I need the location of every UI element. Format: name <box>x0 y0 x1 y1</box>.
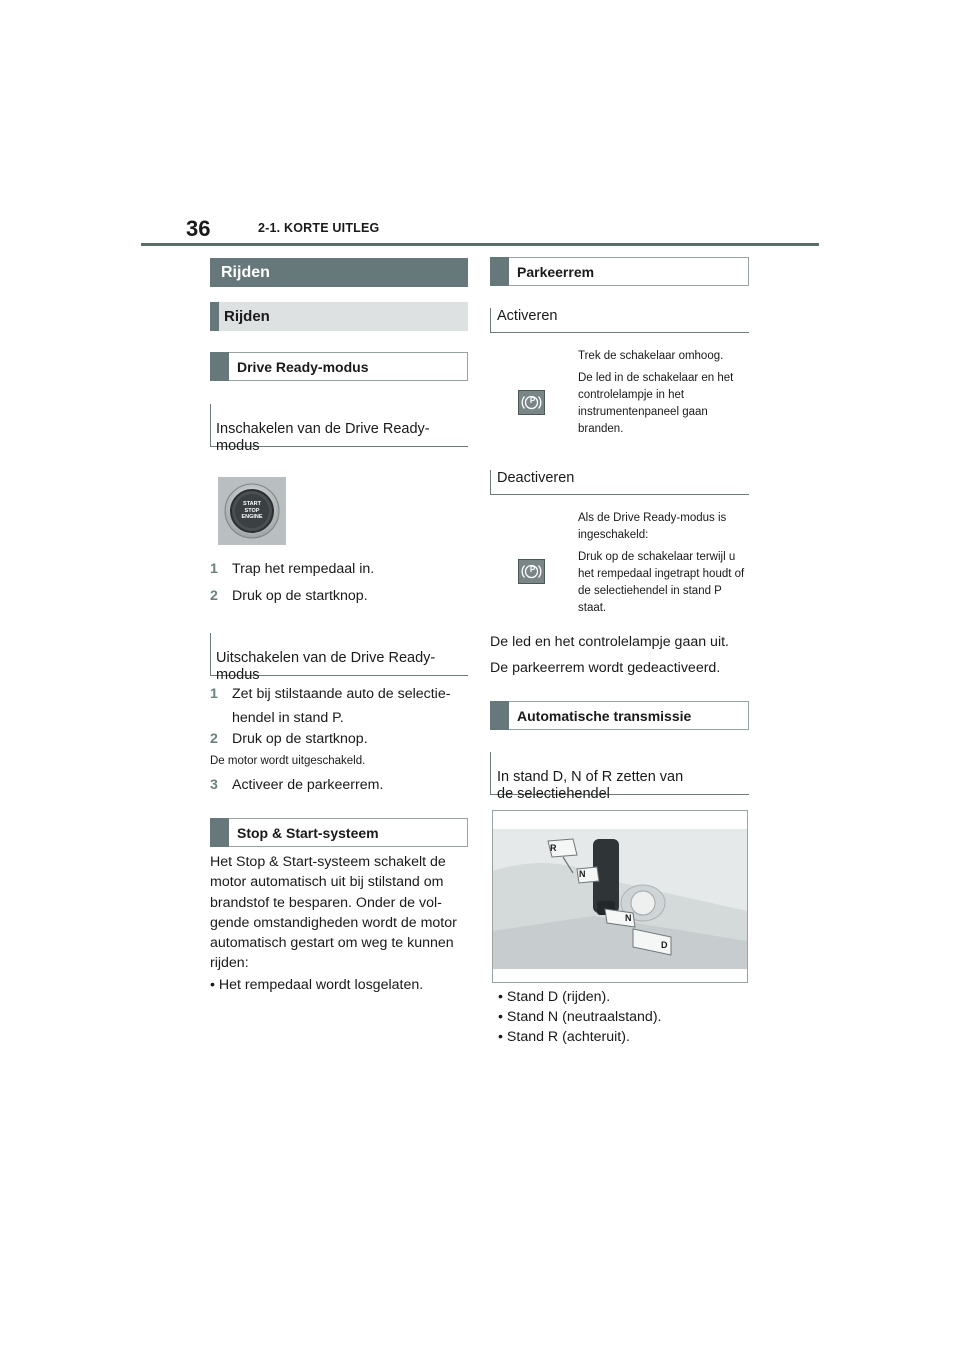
stop-start-bullet: • Het rempedaal wordt losgelaten. <box>210 977 424 993</box>
bullet-reverse: • Stand R (achteruit). <box>498 1029 630 1045</box>
parking-brake-icon: P <box>518 390 545 415</box>
enable-drive-ready-heading: Inschakelen van de Drive Ready- modus <box>210 404 468 447</box>
disable-drive-ready-heading: Uitschakelen van de Drive Ready- modus <box>210 633 468 676</box>
deactivate-heading: Deactiveren <box>490 470 749 495</box>
gear-label-n-upper: N <box>579 869 586 879</box>
parking-brake-icon-2: P <box>518 559 545 584</box>
activate-text-2: De led in de schakelaar en het controlelampje in het instrumentenpaneel gaan branden. <box>578 372 734 435</box>
page-number: 36 <box>186 216 211 241</box>
stop-start-heading: Stop & Start-systeem <box>210 818 468 847</box>
stop-start-paragraph: Het Stop & Start-systeem schakelt de motor automatisch uit bij stilstand om brandstof te besparen. Onder de vol-gende omstandigheden wordt de motor automatisch gestart om weg te kunnen rijden: <box>210 854 457 972</box>
activate-text-1: Trek de schakelaar omhoog. <box>578 350 724 362</box>
transmission-heading: Automatische transmissie <box>490 701 749 730</box>
subsection-title: Rijden <box>210 302 468 331</box>
gear-selector-illustration <box>492 810 748 983</box>
gear-label-r: R <box>550 843 557 853</box>
disable-step-2: 2 Druk op de startknop. <box>210 731 368 747</box>
activate-heading: Activeren <box>490 308 749 333</box>
deactivate-text-2: Druk op de schakelaar terwijl u het rempedaal ingetrapt houdt of de selectiehendel in stand P staat. <box>578 551 745 614</box>
chapter-title: 2-1. KORTE UITLEG <box>258 221 380 235</box>
gear-selection-heading: In stand D, N of R zetten van de selectiehendel <box>490 752 749 795</box>
bullet-drive: • Stand D (rijden). <box>498 989 611 1005</box>
drive-ready-heading: Drive Ready-modus <box>210 352 468 381</box>
start-button-label: START STOP ENGINE <box>241 501 263 520</box>
engine-off-note: De motor wordt uitgeschakeld. <box>210 755 366 767</box>
disable-step-1: 1 Zet bij stilstaande auto de selectie- hendel in stand P. <box>210 686 451 726</box>
enable-step-1: 1 Trap het rempedaal in. <box>210 561 375 577</box>
gear-label-n-lower: N <box>625 913 632 923</box>
gear-label-d: D <box>661 940 668 950</box>
deactivate-text-1: Als de Drive Ready-modus is ingeschakeld: <box>578 512 727 541</box>
enable-step-2: 2 Druk op de startknop. <box>210 588 368 604</box>
led-off-text: De led en het controlelampje gaan uit. <box>490 634 729 650</box>
parking-brake-heading: Parkeerrem <box>490 257 749 286</box>
brake-deactivated-text: De parkeerrem wordt gedeactiveerd. <box>490 660 721 676</box>
section-title: Rijden <box>210 258 468 287</box>
start-button-photo <box>218 477 286 545</box>
disable-step-3: 3 Activeer de parkeerrem. <box>210 777 384 793</box>
bullet-neutral: • Stand N (neutraalstand). <box>498 1009 662 1025</box>
gear-selector-drawing <box>493 811 747 982</box>
header-rule <box>141 243 819 246</box>
